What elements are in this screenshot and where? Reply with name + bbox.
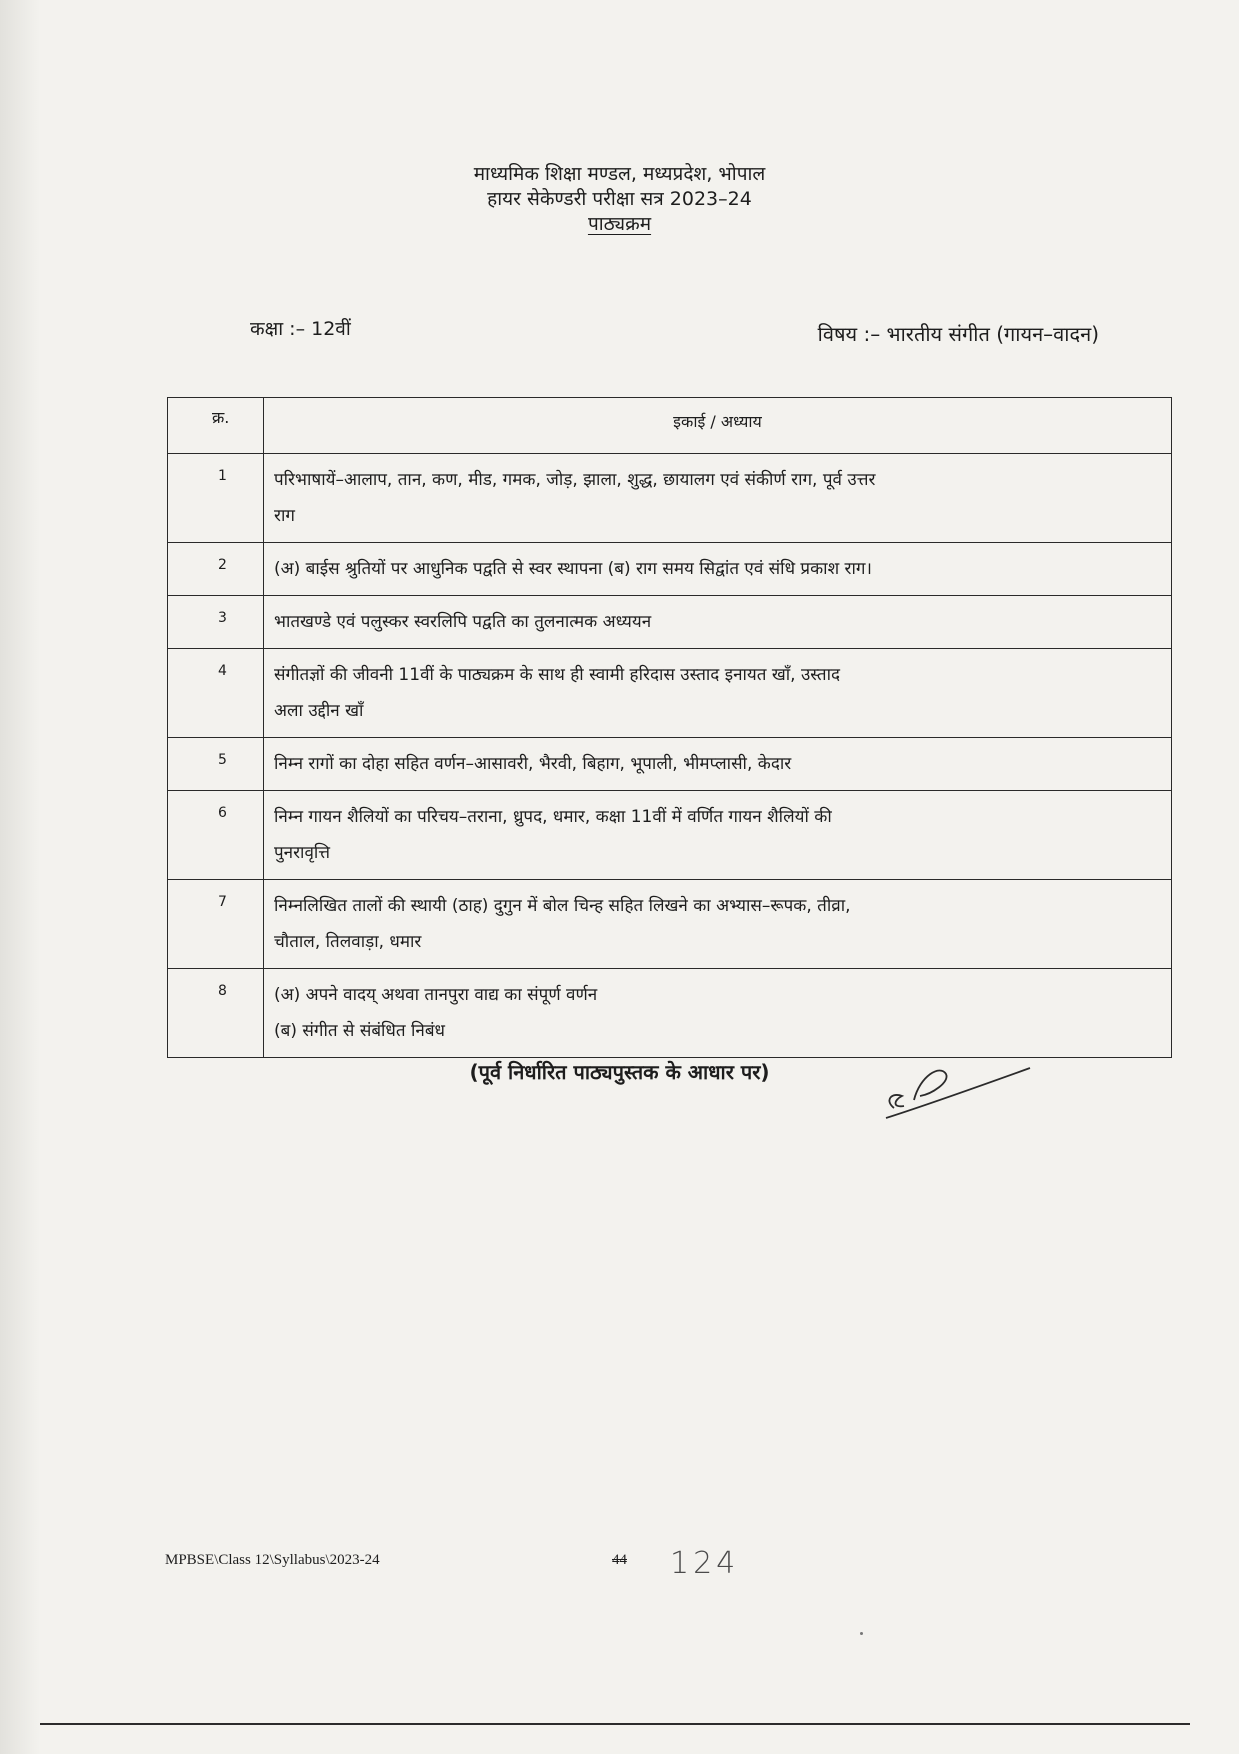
document-header bbox=[0, 162, 1239, 237]
table-row bbox=[168, 649, 1172, 738]
row-number: 2 bbox=[168, 543, 264, 596]
syllabus-table bbox=[167, 397, 1172, 1058]
class-label: कक्षा :– 12वीं bbox=[250, 318, 351, 340]
column-header-topic: इकाई / अध्याय bbox=[264, 398, 1172, 454]
document-type: पाठ्यक्रम bbox=[587, 213, 652, 235]
table-header-row bbox=[168, 398, 1172, 454]
bottom-rule bbox=[40, 1723, 1190, 1725]
topic-line: भातखण्डे एवं पलुस्कर स्वरलिपि पद्वति का तुलनात्मक अध्ययन bbox=[274, 612, 652, 632]
subject-label: विषय :– भारतीय संगीत (गायन–वादन) bbox=[817, 322, 1099, 346]
table-body bbox=[168, 454, 1172, 1058]
handwritten-page-number: 124 bbox=[670, 1546, 740, 1581]
topic-line: (अ) अपने वादय् अथवा तानपुरा वाद्य का संपूर्ण वर्णन bbox=[274, 985, 598, 1005]
topic-line: परिभाषायें–आलाप, तान, कण, मीड, गमक, जोड़, झाला, शुद्ध, छायालग एवं संकीर्ण राग, पूर्व उत्तर bbox=[274, 470, 876, 490]
row-topic bbox=[264, 969, 1172, 1058]
printed-page-number: 44 bbox=[612, 1552, 627, 1568]
topic-line: संगीतज्ञों की जीवनी 11वीं के पाठ्यक्रम के साथ ही स्वामी हरिदास उस्ताद इनायत खाँ, उस्ताद bbox=[274, 665, 841, 685]
column-header-number: क्र. bbox=[168, 398, 264, 454]
scan-shadow bbox=[0, 0, 40, 1754]
table-row bbox=[168, 596, 1172, 649]
topic-line: निम्न गायन शैलियों का परिचय–तराना, ध्रुपद, धमार, कक्षा 11वीं में वर्णित गायन शैलियों की bbox=[274, 807, 832, 827]
footnote: (पूर्व निर्धारित पाठ्यपुस्तक के आधार पर) bbox=[469, 1060, 770, 1084]
table-row bbox=[168, 454, 1172, 543]
row-topic bbox=[264, 596, 1172, 649]
row-number: 5 bbox=[168, 738, 264, 791]
exam-session: हायर सेकेण्डरी परीक्षा सत्र 2023–24 bbox=[487, 188, 752, 210]
topic-line: पुनरावृत्ति bbox=[274, 843, 331, 863]
row-number: 4 bbox=[168, 649, 264, 738]
table-row bbox=[168, 738, 1172, 791]
row-topic bbox=[264, 738, 1172, 791]
table-row bbox=[168, 880, 1172, 969]
topic-line: निम्नलिखित तालों की स्थायी (ठाह) दुगुन में बोल चिन्ह सहित लिखने का अभ्यास–रूपक, तीव्रा, bbox=[274, 896, 851, 916]
row-topic bbox=[264, 649, 1172, 738]
row-topic bbox=[264, 454, 1172, 543]
topic-line: निम्न रागों का दोहा सहित वर्णन–आसावरी, भैरवी, बिहाग, भूपाली, भीमप्लासी, केदार bbox=[274, 754, 792, 774]
table-row bbox=[168, 969, 1172, 1058]
row-number: 3 bbox=[168, 596, 264, 649]
row-topic bbox=[264, 543, 1172, 596]
row-topic bbox=[264, 880, 1172, 969]
topic-line: (अ) बाईस श्रुतियों पर आधुनिक पद्वति से स्वर स्थापना (ब) राग समय सिद्वांत एवं संधि प्रकाश राग। bbox=[274, 559, 872, 579]
row-number: 6 bbox=[168, 791, 264, 880]
row-number: 8 bbox=[168, 969, 264, 1058]
topic-line: राग bbox=[274, 506, 295, 526]
row-number: 1 bbox=[168, 454, 264, 543]
topic-line: (ब) संगीत से संबंधित निबंध bbox=[274, 1021, 445, 1041]
row-topic bbox=[264, 791, 1172, 880]
signature bbox=[880, 1056, 1050, 1126]
scan-speck bbox=[860, 1632, 863, 1635]
table-row bbox=[168, 543, 1172, 596]
board-name: माध्यमिक शिक्षा मण्डल, मध्यप्रदेश, भोपाल bbox=[473, 163, 766, 185]
table-row bbox=[168, 791, 1172, 880]
row-number: 7 bbox=[168, 880, 264, 969]
topic-line: अला उद्दीन खाँ bbox=[274, 701, 364, 721]
file-path: MPBSE\Class 12\Syllabus\2023-24 bbox=[165, 1552, 380, 1568]
topic-line: चौताल, तिलवाड़ा, धमार bbox=[274, 932, 422, 952]
